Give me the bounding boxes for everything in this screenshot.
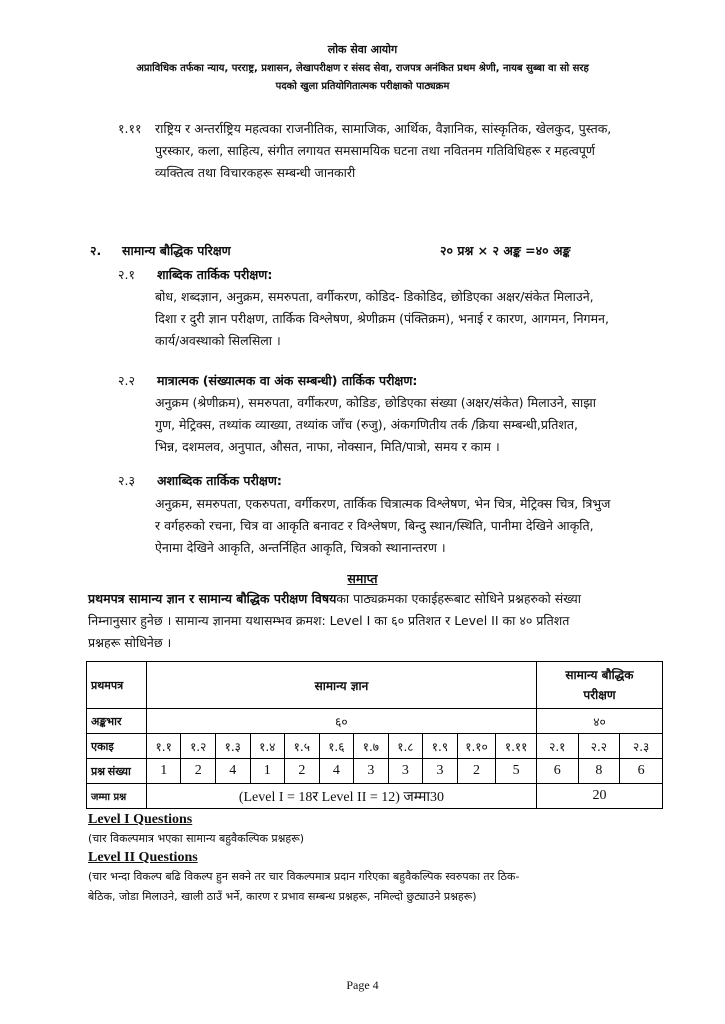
text-line: र वर्गहरुको रचना, चित्र वा आकृति बनावट र विश्लेषण, बिन्दु स्थान/स्थिति, पानीमा देखिने आकृति, [155,518,594,533]
subsection-number: २.२ [118,373,135,388]
qcount-cell: 6 [536,759,578,784]
qcount-cell: 3 [388,759,423,784]
page-number: Page 4 [346,978,379,992]
qcount-cell: 1 [250,759,285,784]
text-line: कार्य/अवस्थाको सिलसिला । [155,333,281,348]
qcount-cell: 6 [620,759,663,784]
text-line: (चार भन्दा विकल्प बढि विकल्प हुन सक्ने तर चार विकल्पमात्र प्रदान गरिएका बहुवैकल्पिक स्वरुपका तर ठिक- [88,870,520,883]
unit-cell: १.७ [354,734,389,759]
level2-title: Level II Questions [88,850,198,865]
text-line: ऐनामा देखिने आकृति, अन्तर्निहित आकृति, चित्रको स्थानान्तरण । [155,540,446,555]
qcount-cell: 1 [146,759,181,784]
section-number: २. [90,243,102,258]
end-marker: समाप्त [347,571,378,586]
service-title: अप्राविधिक तर्फका न्याय, परराष्ट्र, प्रशासन, लेखापरीक्षण र संसद सेवा, राजपत्र अनंकित प्रथम श्रेणी, नायब सुब्बा वा सो सरह [136,63,589,74]
paper-label-cell: प्रथमपत्र [87,662,147,709]
table-row [87,759,663,784]
qcount-cell: 8 [578,759,620,784]
table-row [87,784,663,809]
qcount-label-cell: प्रश्न संख्या [87,759,147,784]
table-row [87,734,663,759]
text-line: पुरस्कार, कला, साहित्य, संगीत लगायत समसामयिक घटना तथा नवितनम गतिविधिहरू र महत्वपूर्ण [155,143,595,158]
unit-cell: २.१ [536,734,578,759]
text-line: राष्ट्रिय र अन्तर्राष्ट्रिय महत्वका राजनीतिक, सामाजिक, आर्थिक, वैज्ञानिक, सांस्कृतिक, खेलकुद, पुस्तक, [155,121,612,136]
qcount-cell: 2 [457,759,496,784]
table-row [87,709,663,734]
commission-title: लोक सेवा आयोग [327,43,398,56]
gi-total-cell: 20 [536,784,662,809]
gk-header-cell: सामान्य ज्ञान [146,662,536,709]
unit-cell: १.२ [181,734,216,759]
unit-label-cell: एकाइ [87,734,147,759]
unit-cell: २.२ [578,734,620,759]
weight-label-cell: अङ्कभार [87,709,147,734]
subsection-body [155,392,675,458]
qcount-cell: 5 [496,759,537,784]
text-line: बेठिक, जोडा मिलाउने, खाली ठाउँ भर्ने, कारण र प्रभाव सम्बन्ध प्रश्नहरू, नमिल्दो छुट्याउने प्रश्नहरू) [88,890,477,903]
question-distribution-table [86,661,663,809]
subsection-number: २.३ [118,473,135,488]
section-marks: २० प्रश्न × २ अङ्क =४० अङ्क [440,243,571,258]
text-line: प्रश्नहरू सोधिनेछ । [88,635,172,650]
text-line: भिन्न, दशमलव, अनुपात, औसत, नाफा, नोक्सान, मिति/पात्रो, समय र काम । [155,439,500,454]
unit-cell: १.१० [457,734,496,759]
gi-header-cell [536,662,662,709]
note-bold: प्रथमपत्र सामान्य ज्ञान र सामान्य बौद्धिक परीक्षण विषय [88,591,337,606]
distribution-note [88,588,668,654]
gi-header-line: परीक्षण [583,688,616,702]
text-line: गुण, मेट्रिक्स, तथ्यांक व्याख्या, तथ्यांक जाँच (रुजु), अंकगणितीय तर्क /क्रिया सम्बन्धी,प्रतिशत, [155,417,578,432]
text-line: निम्नानुसार हुनेछ । सामान्य ज्ञानमा यथासम्भव क्रमश: Level I का ६० प्रतिशत र Level II का ४० प्रतिशत [88,613,570,628]
gi-header-line: सामान्य बौद्धिक [565,668,634,682]
qcount-cell: 2 [285,759,320,784]
unit-cell: १.३ [215,734,250,759]
text-line: बोध, शब्दज्ञान, अनुक्रम, समरुपता, वर्गीकरण, कोडिद- डिकोडिद, छोडिएका अक्षर/संकेत मिलाउने, [155,289,594,304]
subsection-body [155,493,675,559]
unit-cell: १.५ [285,734,320,759]
unit-cell: १.८ [388,734,423,759]
gi-weight-cell: ४० [536,709,662,734]
level1-desc: (चार विकल्पमात्र भएका सामान्य बहुवैकल्पिक प्रश्नहरू) [88,832,305,845]
gk-weight-cell: ६० [146,709,536,734]
qcount-cell: 3 [423,759,458,784]
unit-cell: २.३ [620,734,663,759]
qcount-cell: 4 [215,759,250,784]
gk-total-cell: (Level I = 18र Level II = 12) जम्मा30 [146,784,536,809]
text-line: दिशा र दुरी ज्ञान परीक्षण, तार्किक विश्लेषण, श्रेणीक्रम (पंक्तिक्रम), भनाई र कारण, आगमन, निगमन, [155,311,609,326]
qcount-cell: 4 [319,759,354,784]
item-1-11-text [155,118,675,184]
subsection-title: अशाब्दिक तार्किक परीक्षण: [157,473,282,488]
text-line: व्यक्तित्व तथा विचारकहरू सम्बन्धी जानकारी [155,165,356,180]
text-line: अनुक्रम, समरुपता, एकरुपता, वर्गीकरण, तार्किक चित्रात्मक विश्लेषण, भेन चित्र, मेट्रिक्स चित्र, त्रिभुज [155,496,611,511]
subsection-body [155,286,675,352]
level2-desc [88,867,678,907]
table-row [87,662,663,709]
total-label-cell: जम्मा प्रश्न [87,784,147,809]
qcount-cell: 3 [354,759,389,784]
syllabus-title: पदको खुला प्रतियोगितात्मक परीक्षाको पाठ्यक्रम [275,81,450,92]
subsection-number: २.१ [118,267,135,282]
section-title: सामान्य बौद्धिक परिक्षण [122,243,231,258]
unit-cell: १.१ [146,734,181,759]
note-rest: का पाठ्यक्रमका एकाईहरूबाट सोधिने प्रश्नहरुको संख्या [336,591,582,606]
text-line: अनुक्रम (श्रेणीक्रम), समरुपता, वर्गीकरण, कोडिङ, छोडिएका संख्या (अक्षर/संकेत) मिलाउने, साझा [155,395,596,410]
unit-cell: १.६ [319,734,354,759]
unit-cell: १.११ [496,734,537,759]
level1-title: Level I Questions [88,812,193,827]
qcount-cell: 2 [181,759,216,784]
unit-cell: १.४ [250,734,285,759]
item-number: १.११ [118,121,142,136]
subsection-title: मात्रात्मक (संख्यात्मक वा अंक सम्बन्धी) तार्किक परीक्षण: [157,373,418,388]
subsection-title: शाब्दिक तार्किक परीक्षण: [157,267,273,282]
unit-cell: १.९ [423,734,458,759]
text-line [88,588,668,610]
